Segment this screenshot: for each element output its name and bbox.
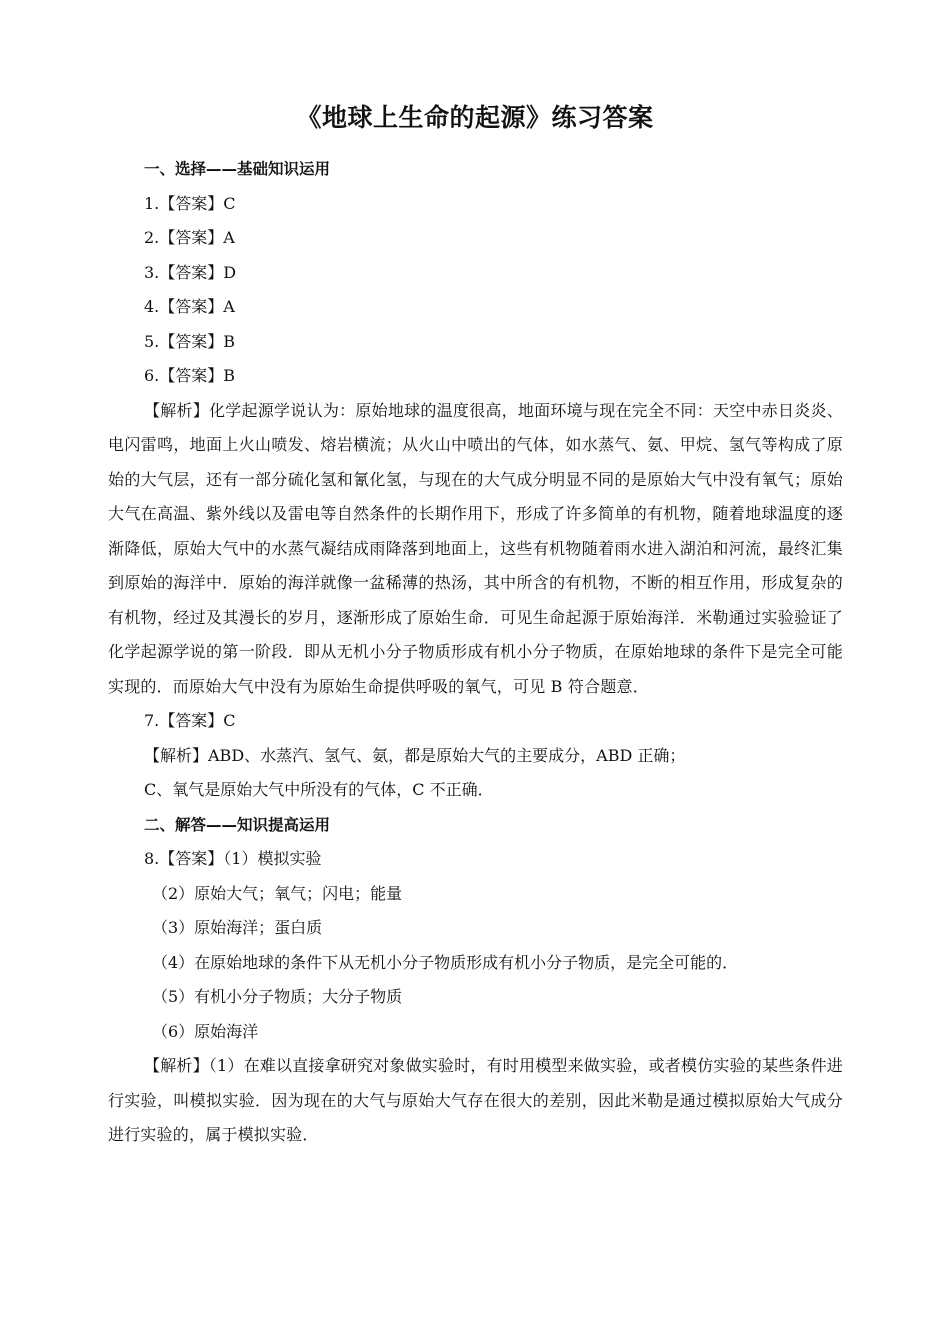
answer-line: 3.【答案】D — [144, 262, 237, 282]
answer-line: 7.【答案】C — [144, 711, 236, 730]
answer-line: 2.【答案】A — [144, 228, 235, 247]
section-heading-choice: 一、选择——基础知识运用 — [144, 160, 331, 178]
answer-sub-item: （6）原始海洋 — [152, 1021, 259, 1041]
document-body — [108, 152, 843, 1153]
answer-line: 4.【答案】A — [144, 297, 235, 316]
analysis-paragraph-q8: 【解析】（1）在难以直接拿研究对象做实验时，有时用模型来做实验，或者模仿实验的某些条件进行实验，叫模拟实验．因为现在的大气与原始大气存在很大的差别，因此米勒是通过模拟原始大气成分进行实验的，属于模拟实验． — [108, 1056, 843, 1144]
analysis-line-q7: C、氧气是原始大气中所没有的气体，C 不正确． — [144, 780, 494, 799]
answer-sub-item: （2）原始大气；氧气；闪电；能量 — [152, 883, 403, 903]
answer-line: 8.【答案】（1）模拟实验 — [144, 849, 322, 868]
answer-line: 1.【答案】C — [144, 193, 236, 213]
answer-line: 5.【答案】B — [144, 331, 236, 351]
answer-line: 6.【答案】B — [144, 366, 236, 385]
analysis-paragraph-q6: 【解析】化学起源学说认为：原始地球的温度很高，地面环境与现在完全不同：天空中赤日炎炎、电闪雷鸣，地面上火山喷发、熔岩横流；从火山中喷出的气体，如水蒸气、氨、甲烷、氢气等构成了原始的大气层，还有一部分硫化氢和氰化氢，与现在的大气成分明显不同的是原始大气中没有氧气；原始大气在高温、紫外线以及雷电等自然条件的长期作用下，形成了许多简单的有机物，随着地球温度的逐渐降低，原始大气中的水蒸气凝结成雨降落到地面上，这些有机物随着雨水进入湖泊和河流，最终汇集到原始的海洋中．原始的海洋就像一盆稀薄的热汤，其中所含的有机物，不断的相互作用，形成复杂的有机物，经过及其漫长的岁月，逐渐形成了原始生命．可见生命起源于原始海洋．米勒通过实验验证了化学起源学说的第一阶段．即从无机小分子物质形成有机小分子物质，在原始地球的条件下是完全可能实现的．而原始大气中没有为原始生命提供呼吸的氧气，可见 B 符合题意． — [108, 400, 843, 696]
answer-sub-item: （3）原始海洋；蛋白质 — [152, 918, 323, 937]
answer-sub-item: （4）在原始地球的条件下从无机小分子物质形成有机小分子物质，是完全可能的． — [152, 952, 739, 972]
answer-sub-item: （5）有机小分子物质；大分子物质 — [152, 987, 403, 1006]
page-title: 《地球上生命的起源》练习答案 — [296, 103, 654, 132]
section-heading-answer: 二、解答——知识提高运用 — [144, 815, 331, 834]
analysis-line-q7: 【解析】ABD、水蒸汽、氢气、氨，都是原始大气的主要成分，ABD 正确； — [144, 745, 686, 765]
